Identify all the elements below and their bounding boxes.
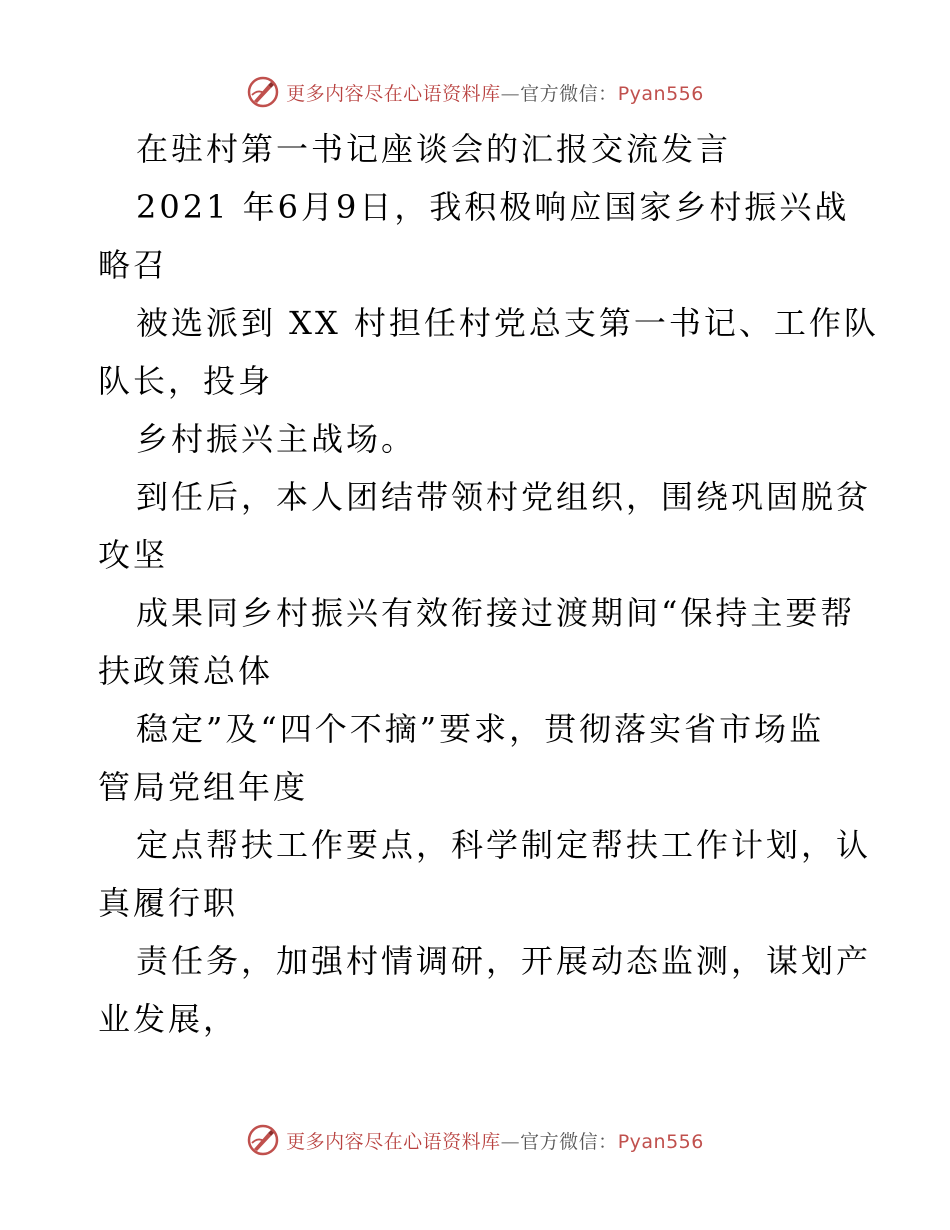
document-line: 在驻村第一书记座谈会的汇报交流发言 xyxy=(136,130,732,168)
watermark-label: 官方微信： xyxy=(520,82,618,105)
document-line: 稳定”及“四个不摘”要求，贯彻落实省市场监 xyxy=(136,710,825,748)
pen-logo-icon xyxy=(246,1123,280,1157)
document-line: 被选派到 XX 村担任村党总支第一书记、工作队 xyxy=(136,304,879,342)
document-line: 到任后，本人团结带领村党组织，围绕巩固脱贫 xyxy=(136,478,872,516)
document-line: 乡村振兴主战场。 xyxy=(136,420,417,458)
watermark-text xyxy=(286,1127,704,1154)
watermark-label: 官方微信： xyxy=(520,1130,618,1153)
watermark-site: 更多内容尽在心语资料库 xyxy=(286,82,501,105)
footer-watermark xyxy=(0,1120,950,1160)
document-line: 2021 年6月9日，我积极响应国家乡村振兴战 xyxy=(136,188,850,226)
watermark-id: Pyan556 xyxy=(617,1130,704,1153)
pen-logo-icon xyxy=(246,75,280,109)
document-line: 真履行职 xyxy=(98,884,239,922)
watermark-text xyxy=(286,79,704,106)
document-line: 扶政策总体 xyxy=(98,652,274,690)
document-line: 略召 xyxy=(98,246,169,284)
document-line: 业发展， xyxy=(98,1000,239,1038)
document-line: 攻坚 xyxy=(98,536,169,574)
document-body xyxy=(98,120,879,1048)
document-line: 成果同乡村振兴有效衔接过渡期间“保持主要帮 xyxy=(136,594,856,632)
document-line: 管局党组年度 xyxy=(98,768,309,806)
document-line: 责任务，加强村情调研，开展动态监测，谋划产 xyxy=(136,942,872,980)
document-line: 定点帮扶工作要点，科学制定帮扶工作计划，认 xyxy=(136,826,872,864)
watermark-dash: — xyxy=(500,82,521,105)
watermark-site: 更多内容尽在心语资料库 xyxy=(286,1130,501,1153)
watermark-dash: — xyxy=(500,1130,521,1153)
document-line: 队长，投身 xyxy=(98,362,274,400)
watermark-id: Pyan556 xyxy=(617,82,704,105)
header-watermark xyxy=(0,72,950,112)
